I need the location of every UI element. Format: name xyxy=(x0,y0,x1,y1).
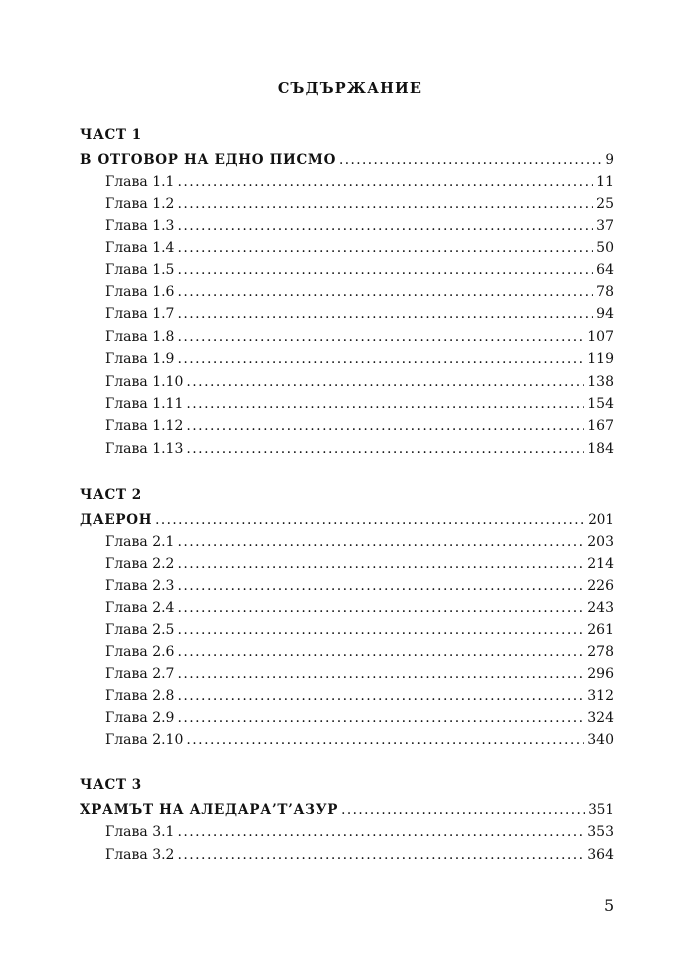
toc-chapter-label: Глава 1.10 xyxy=(105,374,184,390)
dot-leader xyxy=(177,261,593,279)
toc-chapter[interactable] xyxy=(105,195,614,213)
toc-part-title-text: В ОТГОВОР НА ЕДНО ПИСМО xyxy=(80,152,337,168)
toc-chapter[interactable] xyxy=(105,846,614,864)
dot-leader xyxy=(177,195,593,213)
toc-chapter[interactable] xyxy=(105,305,614,323)
toc-page-number: 203 xyxy=(587,534,614,550)
toc-chapter-label: Глава 2.3 xyxy=(105,578,175,594)
dot-leader xyxy=(177,533,584,551)
toc-chapter[interactable] xyxy=(105,665,614,683)
part-label: ЧАСТ 1 xyxy=(80,127,142,143)
toc-chapter-label: Глава 3.1 xyxy=(105,824,175,840)
toc-page-number: 351 xyxy=(588,802,614,818)
dot-leader xyxy=(186,731,584,749)
dot-leader xyxy=(186,417,584,435)
toc-page-number: 78 xyxy=(596,284,614,300)
toc-chapter-label: Глава 2.10 xyxy=(105,732,184,748)
toc-part-title[interactable] xyxy=(80,801,614,819)
toc-chapter-label: Глава 2.8 xyxy=(105,688,175,704)
toc-part-title-text: ХРАМЪТ НА АЛЕДАРА’Т’АЗУР xyxy=(80,802,339,818)
toc-page-number: 11 xyxy=(596,174,614,190)
toc-chapter-label: Глава 1.8 xyxy=(105,329,175,345)
dot-leader xyxy=(155,511,585,529)
toc-chapter[interactable] xyxy=(105,350,614,368)
dot-leader xyxy=(339,151,602,169)
toc-chapter[interactable] xyxy=(105,577,614,595)
toc-page-number: 340 xyxy=(587,732,614,748)
dot-leader xyxy=(177,577,584,595)
toc-chapter[interactable] xyxy=(105,709,614,727)
toc-page-number: 184 xyxy=(587,441,614,457)
dot-leader xyxy=(177,555,584,573)
dot-leader xyxy=(177,239,593,257)
toc-chapter[interactable] xyxy=(105,173,614,191)
toc-chapter[interactable] xyxy=(105,823,614,841)
toc-part-title[interactable] xyxy=(80,151,614,169)
toc-chapter-label: Глава 2.4 xyxy=(105,600,175,616)
toc-page-number: 119 xyxy=(587,351,614,367)
toc-chapter[interactable] xyxy=(105,687,614,705)
toc-chapter[interactable] xyxy=(105,395,614,413)
toc-part-title-text: ДАЕРОН xyxy=(80,512,153,528)
toc-chapter[interactable] xyxy=(105,643,614,661)
toc-chapter-label: Глава 2.9 xyxy=(105,710,175,726)
dot-leader xyxy=(177,328,584,346)
toc-chapter-label: Глава 1.3 xyxy=(105,218,175,234)
toc-chapter-label: Глава 1.2 xyxy=(105,196,175,212)
toc-chapter-label: Глава 2.5 xyxy=(105,622,175,638)
toc-page-number: 201 xyxy=(588,512,614,528)
toc-chapter[interactable] xyxy=(105,239,614,257)
toc-chapter[interactable] xyxy=(105,731,614,749)
toc-chapter-label: Глава 1.7 xyxy=(105,306,175,322)
toc-chapter-label: Глава 2.1 xyxy=(105,534,175,550)
dot-leader xyxy=(177,599,584,617)
toc-chapter-label: Глава 1.5 xyxy=(105,262,175,278)
dot-leader xyxy=(177,665,584,683)
toc-chapter[interactable] xyxy=(105,261,614,279)
toc-page-number: 107 xyxy=(587,329,614,345)
toc-chapter[interactable] xyxy=(105,599,614,617)
toc-page-number: 25 xyxy=(596,196,614,212)
dot-leader xyxy=(177,305,593,323)
toc-page-number: 261 xyxy=(587,622,614,638)
toc-chapter-label: Глава 1.12 xyxy=(105,418,184,434)
toc-page-number: 296 xyxy=(587,666,614,682)
part-label: ЧАСТ 3 xyxy=(80,777,142,793)
toc-chapter[interactable] xyxy=(105,533,614,551)
dot-leader xyxy=(177,173,593,191)
dot-leader xyxy=(177,643,584,661)
toc-chapter-label: Глава 1.13 xyxy=(105,441,184,457)
toc-page-number: 37 xyxy=(596,218,614,234)
toc-chapter-label: Глава 1.9 xyxy=(105,351,175,367)
toc-page-number: 94 xyxy=(596,306,614,322)
toc-page-number: 64 xyxy=(596,262,614,278)
toc-page-number: 226 xyxy=(587,578,614,594)
toc-page-number: 324 xyxy=(587,710,614,726)
toc-chapter-label: Глава 1.11 xyxy=(105,396,184,412)
toc-page-number: 278 xyxy=(587,644,614,660)
dot-leader xyxy=(186,395,584,413)
dot-leader xyxy=(341,801,585,819)
toc-chapter-label: Глава 1.1 xyxy=(105,174,175,190)
dot-leader xyxy=(177,846,584,864)
toc-chapter[interactable] xyxy=(105,283,614,301)
toc-page-number: 138 xyxy=(587,374,614,390)
toc-page-number: 353 xyxy=(587,824,614,840)
toc-page-number: 243 xyxy=(587,600,614,616)
page-number: 5 xyxy=(604,896,615,915)
toc-page-number: 364 xyxy=(587,847,614,863)
toc-chapter-label: Глава 3.2 xyxy=(105,847,175,863)
toc-chapter[interactable] xyxy=(105,373,614,391)
dot-leader xyxy=(186,440,584,458)
toc-part-title[interactable] xyxy=(80,511,614,529)
dot-leader xyxy=(186,373,584,391)
toc-page-number: 214 xyxy=(587,556,614,572)
toc-page-number: 50 xyxy=(596,240,614,256)
toc-page-number: 9 xyxy=(605,152,614,168)
dot-leader xyxy=(177,709,584,727)
toc-page-number: 312 xyxy=(587,688,614,704)
page-title: СЪДЪРЖАНИЕ xyxy=(277,80,423,97)
part-label: ЧАСТ 2 xyxy=(80,487,142,503)
dot-leader xyxy=(177,823,584,841)
dot-leader xyxy=(177,217,593,235)
toc-chapter-label: Глава 1.4 xyxy=(105,240,175,256)
toc-chapter[interactable] xyxy=(105,621,614,639)
toc-chapter[interactable] xyxy=(105,440,614,458)
toc-chapter[interactable] xyxy=(105,328,614,346)
dot-leader xyxy=(177,350,584,368)
toc-chapter[interactable] xyxy=(105,417,614,435)
toc-chapter-label: Глава 2.7 xyxy=(105,666,175,682)
dot-leader xyxy=(177,621,584,639)
toc-chapter-label: Глава 2.6 xyxy=(105,644,175,660)
toc-chapter[interactable] xyxy=(105,217,614,235)
dot-leader xyxy=(177,687,584,705)
toc-chapter[interactable] xyxy=(105,555,614,573)
dot-leader xyxy=(177,283,593,301)
toc-chapter-label: Глава 1.6 xyxy=(105,284,175,300)
toc-chapter-label: Глава 2.2 xyxy=(105,556,175,572)
toc-page-number: 167 xyxy=(587,418,614,434)
toc-page-number: 154 xyxy=(587,396,614,412)
